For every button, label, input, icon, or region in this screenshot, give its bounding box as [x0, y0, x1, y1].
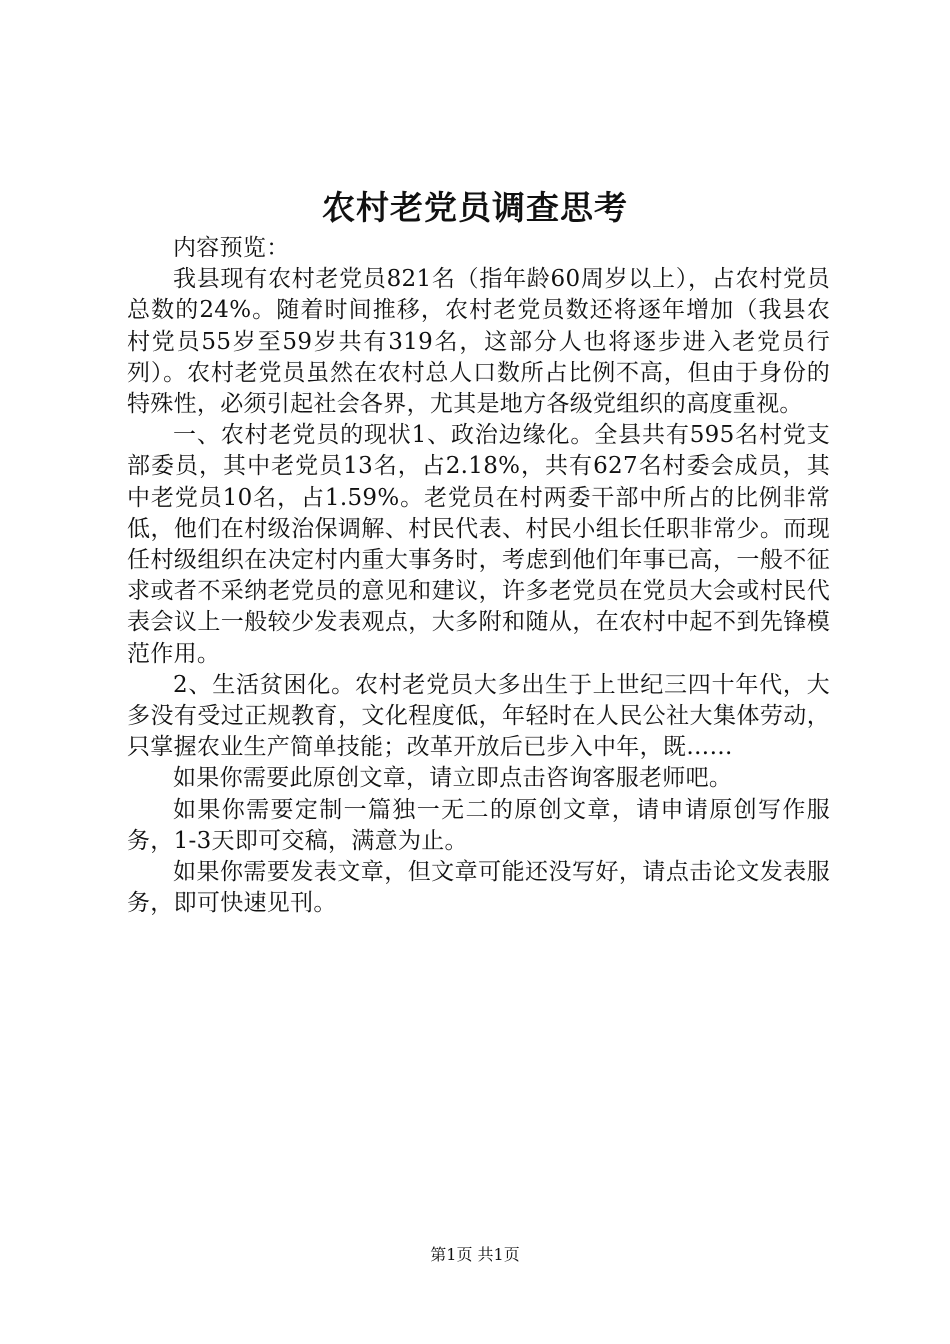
page-footer: 第1页 共1页 [430, 1245, 520, 1264]
paragraph-poverty: 2、生活贫困化。农村老党员大多出生于上世纪三四十年代，大多没有受过正规教育，文化程度低，年轻时在人民公社大集体劳动，只掌握农业生产简单技能；改革开放后已步入中年，既…… [127, 671, 830, 761]
paragraph-political: 一、农村老党员的现状1、政治边缘化。全县共有595名村党支部委员，其中老党员13名，占2.18%，共有627名村委会成员，其中老党员10名，占1.59%。老党员在村两委干部中所占的比例非常低，他们在村级治保调解、村民代表、村民小组长任职非常少。而现任村级组织在决定村内重大事务时，考虑到他们年事已高，一般不征求或者不采纳老党员的意见和建议，许多老党员在党员大会或村民代表会议上一般较少发表观点，大多附和随从，在农村中起不到先锋模范作用。 [127, 422, 830, 667]
paragraph-intro: 我县现有农村老党员821名（指年龄60周岁以上），占农村党员总数的24%。随着时间推移，农村老党员数还将逐年增加（我县农村党员55岁至59岁共有319名，这部分人也将逐步进入老党员行列）。农村老党员虽然在农村总人口数所占比例不高，但由于身份的特殊性，必须引起社会各界，尤其是地方各级党组织的高度重视。 [127, 266, 830, 418]
paragraph-consult-link[interactable]: 如果你需要此原创文章，请立即点击咨询客服老师吧。 [173, 765, 733, 792]
preview-label: 内容预览： [173, 235, 290, 261]
paragraph-custom-writing[interactable]: 如果你需要定制一篇独一无二的原创文章，请申请原创写作服务，1-3天即可交稿，满意为止。 [127, 796, 830, 854]
document-body [127, 233, 830, 919]
paragraph-publish-service[interactable]: 如果你需要发表文章，但文章可能还没写好，请点击论文发表服务，即可快速见刊。 [127, 859, 830, 917]
document-title: 农村老党员调查思考 [322, 188, 628, 227]
